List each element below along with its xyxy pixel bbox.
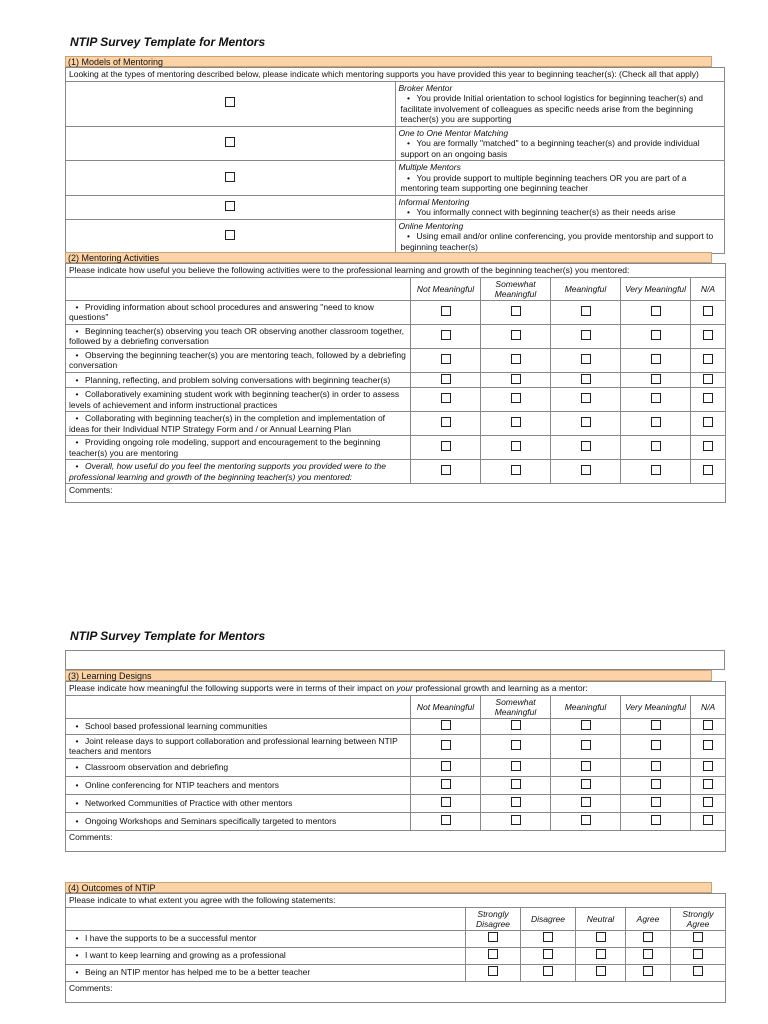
model-desc: You provide Initial orientation to school logistics for beginning teacher(s) and facilitate involvement of colleagues as specific needs arise from the beginning teacher(s) you are supporting [400,93,703,124]
checkbox[interactable] [703,761,713,771]
bullet-icon: • [75,779,79,790]
table-row [66,460,726,484]
model-name: Broker Mentor [398,82,453,93]
bullet-icon: • [75,301,79,312]
table-row [66,161,725,196]
checkbox[interactable] [703,465,713,475]
models-table [65,67,725,254]
comments-field[interactable]: Comments: [66,830,726,851]
section-header: (2) Mentoring Activities [65,252,712,263]
table-row [66,794,726,812]
checkbox[interactable] [643,966,653,976]
checkbox[interactable] [651,374,661,384]
checkbox[interactable] [441,761,451,771]
bullet-icon: • [407,231,410,241]
checkbox[interactable] [651,330,661,340]
intro-text: Please indicate how meaningful the following supports were in terms of their impact on [69,683,397,693]
checkbox[interactable] [651,354,661,364]
bullet-icon: • [407,207,410,217]
checkbox[interactable] [543,966,553,976]
checkbox[interactable] [543,949,553,959]
checkbox[interactable] [441,330,451,340]
row-label: Beginning teacher(s) observing you teach OR observing another classroom together, followed by a debriefing conversation [69,325,404,346]
table-row [66,324,726,348]
row-label: School based professional learning communities [85,720,268,731]
checkbox[interactable] [441,779,451,789]
checkbox[interactable] [511,374,521,384]
blank-box [65,650,725,670]
table-row [66,776,726,794]
table-row [66,947,726,964]
checkbox[interactable] [693,949,703,959]
checkbox[interactable] [511,441,521,451]
column-header: Disagree [521,907,576,930]
column-header: Somewhat Meaningful [481,277,551,300]
model-name: Multiple Mentors [398,162,461,172]
checkbox[interactable] [581,441,591,451]
checkbox[interactable] [225,201,235,211]
learning-table [65,681,726,852]
checkbox[interactable] [441,393,451,403]
checkbox[interactable] [703,441,713,451]
row-label: Providing ongoing role modeling, support and encouragement to the beginning teacher(s) you are mentoring [69,437,381,458]
bullet-icon: • [75,374,79,385]
table-row [66,734,726,758]
checkbox[interactable] [488,932,498,942]
page-title: NTIP Survey Template for Mentors [70,35,266,49]
model-desc: Using email and/or online conferencing, you provide mentorship and support to beginning teacher(s) [400,231,714,252]
bullet-icon: • [75,797,79,808]
checkbox[interactable] [703,354,713,364]
section-outcomes [65,882,725,1003]
row-label: Networked Communities of Practice with other mentors [85,797,293,808]
checkbox[interactable] [581,740,591,750]
outcomes-table [65,893,726,1003]
checkbox[interactable] [651,761,661,771]
bullet-icon: • [75,720,79,731]
checkbox[interactable] [703,374,713,384]
bullet-icon: • [407,93,410,103]
section-models-of-mentoring [65,56,725,254]
page-title: NTIP Survey Template for Mentors [70,629,266,643]
checkbox[interactable] [651,417,661,427]
row-label: Joint release days to support collaboration and professional learning between NTIP teachers and mentors [69,735,398,756]
checkbox[interactable] [225,97,235,107]
bullet-icon: • [75,349,79,360]
checkbox[interactable] [581,815,591,825]
checkbox[interactable] [581,465,591,475]
checkbox[interactable] [581,306,591,316]
model-desc: You are formally "matched" to a beginning teacher(s) and provide individual support on an ongoing basis [400,138,700,159]
checkbox[interactable] [511,354,521,364]
row-label: Being an NTIP mentor has helped me to be a better teacher [85,967,311,978]
checkbox[interactable] [693,966,703,976]
section-intro: Looking at the types of mentoring described below, please indicate which mentoring supports you have provided this year to beginning teacher(s): (Check all that apply) [66,68,725,82]
checkbox[interactable] [511,761,521,771]
checkbox[interactable] [441,374,451,384]
intro-text: professional growth and learning as a mentor: [412,683,588,693]
checkbox[interactable] [441,740,451,750]
row-label: Classroom observation and debriefing [85,761,229,772]
checkbox[interactable] [441,417,451,427]
model-desc: You informally connect with beginning teacher(s) as their needs arise [416,207,676,217]
intro-emphasis: your [396,683,413,693]
checkbox[interactable] [581,797,591,807]
row-label: Planning, reflecting, and problem solving conversations with beginning teacher(s) [85,374,391,385]
comments-field[interactable]: Comments: [66,981,726,1002]
model-desc: You provide support to multiple beginning teachers OR you are part of a mentoring team supporting one beginning teacher [400,172,687,193]
table-row [66,964,726,981]
model-name: Informal Mentoring [398,196,470,207]
checkbox[interactable] [651,740,661,750]
checkbox[interactable] [511,720,521,730]
model-name: One to One Mentor Matching [398,127,509,138]
checkbox[interactable] [511,330,521,340]
checkbox[interactable] [511,797,521,807]
table-row [66,718,726,734]
checkbox[interactable] [511,465,521,475]
row-label: Providing information about school procedures and answering "need to know questions" [69,301,374,322]
checkbox[interactable] [441,720,451,730]
bullet-icon: • [75,950,79,961]
bullet-icon: • [75,461,79,471]
section-intro: Please indicate to what extent you agree with the following statements: [66,894,726,908]
checkbox[interactable] [511,815,521,825]
checkbox[interactable] [703,306,713,316]
checkbox[interactable] [511,306,521,316]
bullet-icon: • [75,761,79,772]
checkbox[interactable] [581,330,591,340]
row-label: Ongoing Workshops and Seminars specifically targeted to mentors [85,815,337,826]
column-header: Not Meaningful [411,277,481,300]
checkbox[interactable] [441,441,451,451]
checkbox[interactable] [703,740,713,750]
checkbox[interactable] [596,932,606,942]
checkbox[interactable] [543,932,553,942]
row-label: Online conferencing for NTIP teachers and mentors [85,779,280,790]
checkbox[interactable] [511,779,521,789]
table-row [66,348,726,372]
table-row [66,758,726,776]
column-header: Meaningful [551,695,621,718]
section-learning-designs [65,670,725,852]
column-header: Neutral [576,907,626,930]
row-label: Observing the beginning teacher(s) you are mentoring teach, followed by a debriefing conversation [69,349,406,370]
bullet-icon: • [75,735,79,746]
table-row [66,388,726,412]
checkbox[interactable] [651,441,661,451]
checkbox[interactable] [225,172,235,182]
column-header: Agree [626,907,671,930]
section-header: (4) Outcomes of NTIP [65,882,712,893]
row-label: I have the supports to be a successful mentor [85,933,257,944]
table-row [66,126,725,161]
checkbox[interactable] [651,797,661,807]
checkbox[interactable] [703,779,713,789]
bullet-icon: • [75,413,79,423]
checkbox[interactable] [596,949,606,959]
checkbox[interactable] [511,740,521,750]
checkbox[interactable] [651,465,661,475]
column-header: Somewhat Meaningful [481,695,551,718]
section-header: (3) Learning Designs [65,670,712,681]
checkbox[interactable] [225,230,235,240]
column-header: N/A [691,277,726,300]
column-header: Very Meaningful [621,695,691,718]
checkbox[interactable] [643,932,653,942]
row-label: Overall, how useful do you feel the mentoring supports you provided were to the professional learning and growth of the beginning teacher(s) you mentored: [69,461,386,482]
bullet-icon: • [75,389,79,399]
table-row [66,812,726,830]
bullet-icon: • [75,815,79,826]
checkbox[interactable] [441,306,451,316]
checkbox[interactable] [703,417,713,427]
checkbox[interactable] [441,354,451,364]
checkbox[interactable] [511,417,521,427]
bullet-icon: • [407,172,410,183]
column-header: Meaningful [551,277,621,300]
model-name: Online Mentoring [398,220,464,231]
checkbox[interactable] [441,797,451,807]
checkbox[interactable] [441,815,451,825]
checkbox[interactable] [441,465,451,475]
section-header: (1) Models of Mentoring [65,56,712,67]
checkbox[interactable] [703,720,713,730]
row-label: I want to keep learning and growing as a professional [85,950,286,961]
table-row [66,219,725,254]
checkbox[interactable] [651,779,661,789]
table-row [66,436,726,460]
column-header: Strongly Disagree [466,907,521,930]
checkbox[interactable] [651,306,661,316]
section-intro [66,682,726,696]
checkbox[interactable] [488,966,498,976]
checkbox[interactable] [703,815,713,825]
checkbox[interactable] [693,932,703,942]
bullet-icon: • [75,437,79,447]
section-intro: Please indicate how useful you believe the following activities were to the professional learning and growth of the beginning teacher(s) you mentored: [66,264,726,278]
column-header: Strongly Agree [671,907,726,930]
table-row [66,195,725,219]
column-header: Very Meaningful [621,277,691,300]
checkbox[interactable] [651,720,661,730]
section-mentoring-activities [65,252,725,503]
table-row [66,81,725,126]
checkbox[interactable] [581,393,591,403]
table-row [66,372,726,388]
checkbox[interactable] [488,949,498,959]
bullet-icon: • [75,967,79,978]
row-label: Collaborating with beginning teacher(s) in the completion and implementation of ideas for their Individual NTIP Strategy Form and / or Annual Learning Plan [69,413,386,434]
checkbox[interactable] [581,761,591,771]
column-header: N/A [691,695,726,718]
checkbox[interactable] [703,393,713,403]
checkbox[interactable] [703,330,713,340]
checkbox[interactable] [581,374,591,384]
bullet-icon: • [407,138,410,148]
comments-field[interactable]: Comments: [66,484,726,503]
checkbox[interactable] [596,966,606,976]
bullet-icon: • [75,325,79,336]
checkbox[interactable] [581,354,591,364]
checkbox[interactable] [703,797,713,807]
checkbox[interactable] [581,779,591,789]
checkbox[interactable] [581,417,591,427]
checkbox[interactable] [651,815,661,825]
checkbox[interactable] [643,949,653,959]
table-row [66,300,726,324]
column-header: Not Meaningful [411,695,481,718]
bullet-icon: • [75,933,79,944]
checkbox[interactable] [511,393,521,403]
table-row [66,930,726,947]
row-label: Collaboratively examining student work with beginning teacher(s) in order to assess levels of achievement and inform instructional practices [69,389,400,410]
checkbox[interactable] [225,137,235,147]
table-row [66,412,726,436]
activities-table [65,263,726,503]
checkbox[interactable] [581,720,591,730]
checkbox[interactable] [651,393,661,403]
